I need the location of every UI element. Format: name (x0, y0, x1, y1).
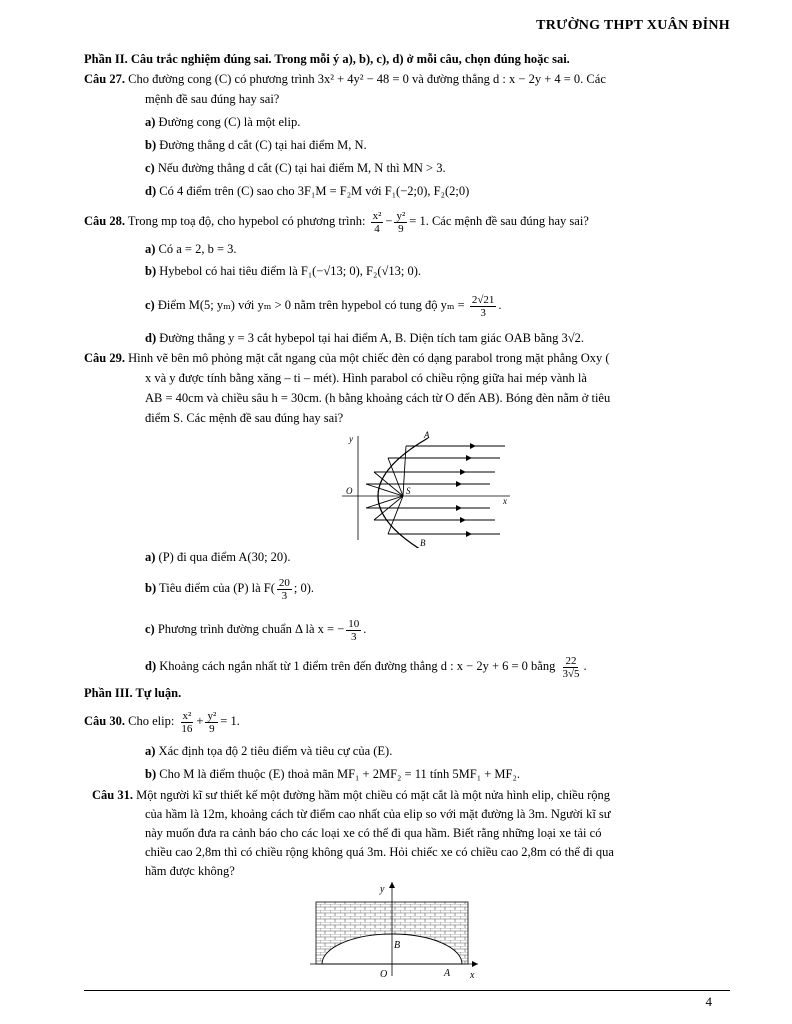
tunnel-label-o: O (380, 969, 388, 980)
q31-line1: Câu 31. Một người kĩ sư thiết kế một đường hầm một chiều có mặt cắt là một nửa hình elip, chiều rộng (92, 788, 611, 802)
fig-label-x: x (503, 496, 507, 506)
part2-title: Phần II. Câu trắc nghiệm đúng sai. Trong mỗi ý a), b), c), d) ở mỗi câu, chọn đúng hoặc sai. (84, 52, 570, 66)
q31-line2: của hầm là 12m, khoảng cách từ điểm cao nhất của elip so với mặt đường là 3m. Người kĩ sư (145, 807, 611, 821)
q29-line2: x và y được tính bằng xăng – ti – mét). Hình parabol có chiều rộng giữa hai mép vành là (145, 371, 587, 385)
q27-option-d: d) Có 4 điểm trên (C) sao cho 3F₁M = F₂M với F₁(−2;0), F₂(2;0) (145, 184, 470, 198)
q29-option-b: b) Tiêu điểm của (P) là F( $\frac{20}{3}$ ; 0). (145, 576, 315, 602)
tunnel-label-b: B (394, 940, 401, 951)
school-header: TRƯỜNG THPT XUÂN ĐỈNH (536, 18, 730, 33)
q27-option-b: b) Đường thẳng d cắt (C) tại hai điểm M, N. (145, 138, 367, 152)
footer-rule (84, 990, 730, 991)
q29-label: Câu 29. (84, 351, 125, 365)
q28-option-b: b) Hybebol có hai tiêu điểm là F₁(−√13; 0), F₂(√13; 0). (145, 264, 421, 278)
part3-title: Phần III. Tự luận. (84, 686, 182, 700)
q27-label: Câu 27. (84, 72, 125, 86)
fig-label-b: B (420, 538, 426, 548)
q29-option-d: d) Khoảng cách ngắn nhất từ 1 điểm trên đến đường thẳng d : x − 2y + 6 = 0 bằng $\frac{22}{3√5}$ . (145, 654, 587, 680)
q30-stem: Câu 30. Cho elip: $\frac{\text{x²}}{16}$ + $\frac{\text{y²}}{9}$ = 1. (84, 709, 240, 735)
q27-stem-line1 (84, 70, 606, 89)
tunnel-label-y: y (380, 884, 385, 895)
q31-label: Câu 31. (92, 788, 133, 802)
tunnel-label-a: A (444, 968, 451, 979)
q28-stem: Câu 28. Trong mp toạ độ, cho hypebol có phương trình: $\frac{\text{x²}}{4}$ − $\frac{\text{y²}}{9}$ = 1. Các mệnh đề sau đúng hay sai? (84, 209, 589, 235)
q30-option-a: a) Xác định tọa độ 2 tiêu điểm và tiêu cự của (E). (145, 744, 393, 758)
q28-option-a: a) Có a = 2, b = 3. (145, 242, 237, 256)
q29-line4: điểm S. Các mệnh đề sau đúng hay sai? (145, 411, 344, 425)
q31-line4: chiều cao 2,8m thì có chiều rộng không quá 3m. Hỏi chiếc xe có chiều cao 2,8m có thể đi qua (145, 845, 614, 859)
q31-line3: này muốn đưa ra cảnh báo cho các loại xe có thể đi qua hầm. Biết rằng những loại xe tải có (145, 826, 602, 840)
fig-label-o: O (346, 486, 353, 496)
parabola-lamp-figure (340, 428, 520, 548)
q29-option-c: c) Phương trình đường chuẩn Δ là x = − $\frac{10}{3}$ . (145, 617, 367, 643)
q29-option-a: a) (P) đi qua điểm A(30; 20). (145, 550, 291, 564)
fig-label-y: y (349, 434, 353, 444)
fig-label-a: A (424, 430, 430, 440)
fig-label-s: S (406, 486, 411, 496)
tunnel-figure (300, 880, 490, 980)
q27-option-c: c) Nếu đường thẳng d cắt (C) tại hai điểm M, N thì MN > 3. (145, 161, 446, 175)
q28-option-d: d) Đường thẳng y = 3 cắt hybepol tại hai điểm A, B. Diện tích tam giác OAB bằng 3√2. (145, 331, 585, 345)
q29-line3: AB = 40cm và chiều sâu h = 30cm. (h bằng khoảng cách từ O đến AB). Bóng đèn nằm ở tiêu (145, 391, 611, 405)
tunnel-label-x: x (470, 970, 475, 980)
q31-line5: hầm được không? (145, 864, 235, 878)
q27-option-a: a) Đường cong (C) là một elip. (145, 115, 301, 129)
q27-stem1: Cho đường cong (C) có phương trình 3x² + 4y² − 48 = 0 và đường thẳng d : x − 2y + 4 = 0. Các (128, 72, 606, 86)
ray-arrowheads (456, 443, 476, 537)
q30-label: Câu 30. (84, 714, 125, 728)
page-number: 4 (705, 994, 712, 1009)
q28-label: Câu 28. (84, 214, 125, 228)
q29-line1: Câu 29. Hình vẽ bên mô phỏng mặt cắt ngang của một chiếc đèn có dạng parabol trong mặt phẳng Oxy ( (84, 351, 610, 365)
q27-stem2: mệnh đề sau đúng hay sai? (145, 92, 280, 106)
q28-option-c: c) Điểm M(5; yₘ) với yₘ > 0 nằm trên hypebol có tung độ yₘ = $\frac{2√21}{3}$ . (145, 293, 502, 319)
q30-option-b: b) Cho M là điểm thuộc (E) thoả mãn MF₁ + 2MF₂ = 11 tính 5MF₁ + MF₂. (145, 767, 520, 781)
